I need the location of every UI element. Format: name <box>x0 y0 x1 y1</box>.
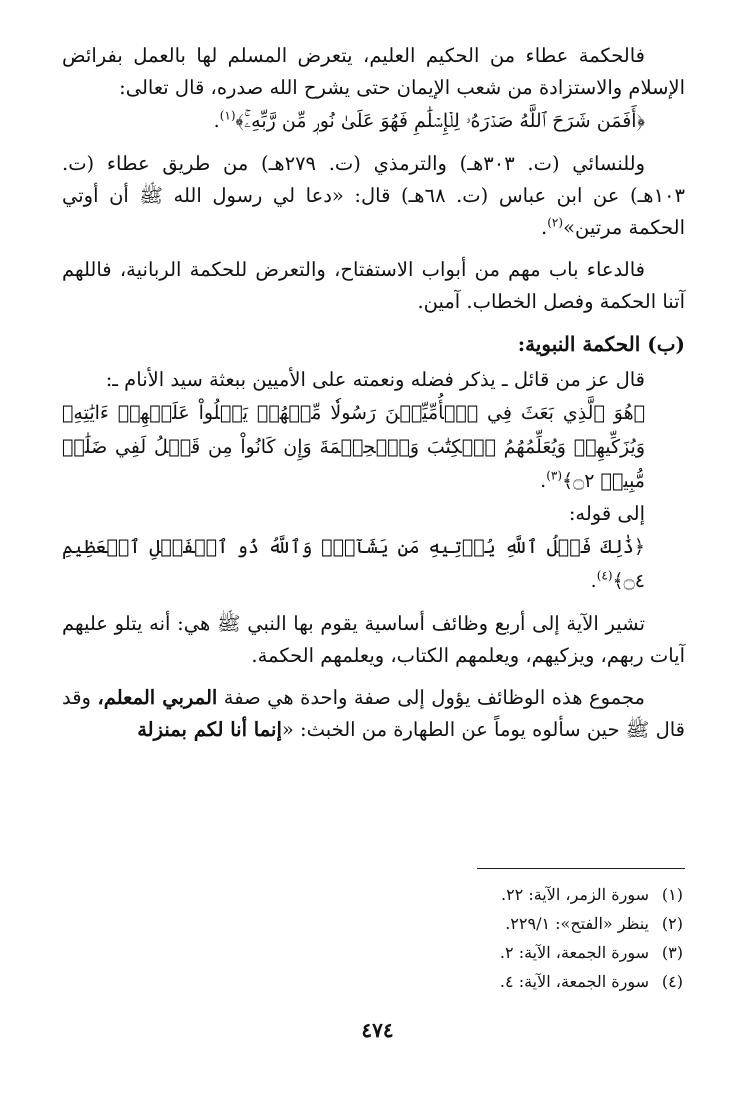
footnote-marker: (٢) <box>547 215 564 230</box>
paragraph-text: وللنسائي (ت. ٣٠٣هـ) والترمذي (ت. ٢٧٩هـ) من طريق عطاء (ت. ١٠٣هـ) عن ابن عباس (ت. ٦٨هـ) قال: «دعا لي رسول الله ﷺ أن أوتي الحكمة مرتين» <box>62 152 685 239</box>
paragraph-6: تشير الآية إلى أربع وظائف أساسية يقوم بها النبي ﷺ هي: أنه يتلو عليهم آيات ربهم، ويزكيهم، ويعلمهم الكتاب، ويعلمهم الحكمة. <box>62 612 685 667</box>
footnote-number: (٤) <box>661 972 683 991</box>
footnote-item <box>500 967 683 996</box>
footnote-text: سورة الجمعة، الآية: ٤. <box>499 972 649 991</box>
paragraph-5: إلى قوله: <box>568 502 645 525</box>
page-number: ٤٧٤ <box>361 1018 394 1042</box>
paragraph-4: قال عز من قائل ـ يذكر فضله ونعمته على الأميين ببعثة سيد الأنام ـ: <box>105 368 645 391</box>
footnote-number: (٣) <box>661 943 683 962</box>
footnote-item <box>500 938 683 967</box>
footnote-item <box>500 880 683 909</box>
bold-phrase: المربي المعلم، <box>97 686 218 709</box>
footnote-divider <box>477 868 685 869</box>
footnote-marker: (٣) <box>546 468 563 483</box>
footnote-text: ينظر «الفتح»: ٢٢٩/١. <box>505 914 649 933</box>
footnote-text: سورة الجمعة، الآية: ٢. <box>499 943 649 962</box>
footnote-marker: (٤) <box>596 568 613 583</box>
verse-text: ﴿أَفَمَن شَرَحَ ٱللَّهُ صَدۡرَهُۥ لِلۡإِسۡلَٰمِ فَهُوَ عَلَىٰ نُورٖ مِّن رَّبِّهِۦۚ﴾ <box>235 110 645 132</box>
verse-text: ﴿هُوَ ٱلَّذِي بَعَثَ فِي ٱلۡأُمِّيِّـۧنَ رَسُولٗا مِّنۡهُمۡ يَتۡلُواْ عَلَيۡهِمۡ ءَايَٰتِهِۦ وَيُزَكِّيهِمۡ وَيُعَلِّمُهُمُ ٱلۡكِتَٰبَ وَٱلۡحِكۡمَةَ وَإِن كَانُواْ مِن قَبۡلُ لَفِي ضَلَٰلٖ مُّبِينٖ ۝٢﴾ <box>62 402 645 492</box>
quran-verse-1: ﴿أَفَمَن شَرَحَ ٱللَّهُ صَدۡرَهُۥ لِلۡإِسۡلَٰمِ فَهُوَ عَلَىٰ نُورٖ مِّن رَّبِّهِۦۚ﴾$^{(١)}$. <box>213 108 645 132</box>
page-body <box>62 40 685 746</box>
footnotes <box>500 880 683 996</box>
footnote-item <box>500 909 683 938</box>
quran-verse-3: ﴿ذَٰلِكَ فَضۡلُ ٱللَّهِ يُؤۡتِيهِ مَن يَشَآءُۚ وَٱللَّهُ ذُو ٱلۡفَضۡلِ ٱلۡعَظِيمِ ۝٤﴾$^{(٤)}$. <box>62 536 645 592</box>
paragraph-7 <box>62 682 685 746</box>
paragraph-3: فالدعاء باب مهم من أبواب الاستفتاح، والتعرض للحكمة الربانية، فاللهم آتنا الحكمة وفصل الخطاب. آمين. <box>62 258 685 313</box>
footnote-marker: (١) <box>219 108 236 123</box>
verse-text: ﴿ذَٰلِكَ فَضۡلُ ٱللَّهِ يُؤۡتِيهِ مَن يَشَآءُۚ وَٱللَّهُ ذُو ٱلۡفَضۡلِ ٱلۡعَظِيمِ ۝٤﴾ <box>62 536 645 592</box>
section-heading: (ب) الحكمة النبوية: <box>517 332 685 356</box>
footnote-number: (١) <box>661 885 683 904</box>
hadith-quote: إنما أنا لكم بمنزلة <box>137 718 282 741</box>
paragraph-text: مجموع هذه الوظائف يؤول إلى صفة واحدة هي صفة <box>223 686 645 709</box>
footnote-number: (٢) <box>661 914 683 933</box>
paragraph-1: فالحكمة عطاء من الحكيم العليم، يتعرض المسلم لها بالعمل بفرائض الإسلام والاستزادة من شعب الإيمان حتى يشرح الله صدره، قال تعالى: <box>62 44 685 99</box>
paragraph-2: وللنسائي (ت. ٣٠٣هـ) والترمذي (ت. ٢٧٩هـ) من طريق عطاء (ت. ١٠٣هـ) عن ابن عباس (ت. ٦٨هـ) قال: «دعا لي رسول الله ﷺ أن أوتي الحكمة مرتين»$^{(٢)}$. <box>62 152 685 239</box>
paragraph-text: وقد قال ﷺ حين سألوه يوماً عن الطهارة من الخبث: « <box>62 686 685 741</box>
quran-verse-2: ﴿هُوَ ٱلَّذِي بَعَثَ فِي ٱلۡأُمِّيِّـۧنَ رَسُولٗا مِّنۡهُمۡ يَتۡلُواْ عَلَيۡهِمۡ ءَايَٰتِهِۦ وَيُزَكِّيهِمۡ وَيُعَلِّمُهُمُ ٱلۡكِتَٰبَ وَٱلۡحِكۡمَةَ وَإِن كَانُواْ مِن قَبۡلُ لَفِي ضَلَٰلٖ مُّبِينٖ ۝٢﴾$^{(٣)}$. <box>62 402 645 492</box>
footnote-text: سورة الزمر، الآية: ٢٢. <box>500 885 649 904</box>
